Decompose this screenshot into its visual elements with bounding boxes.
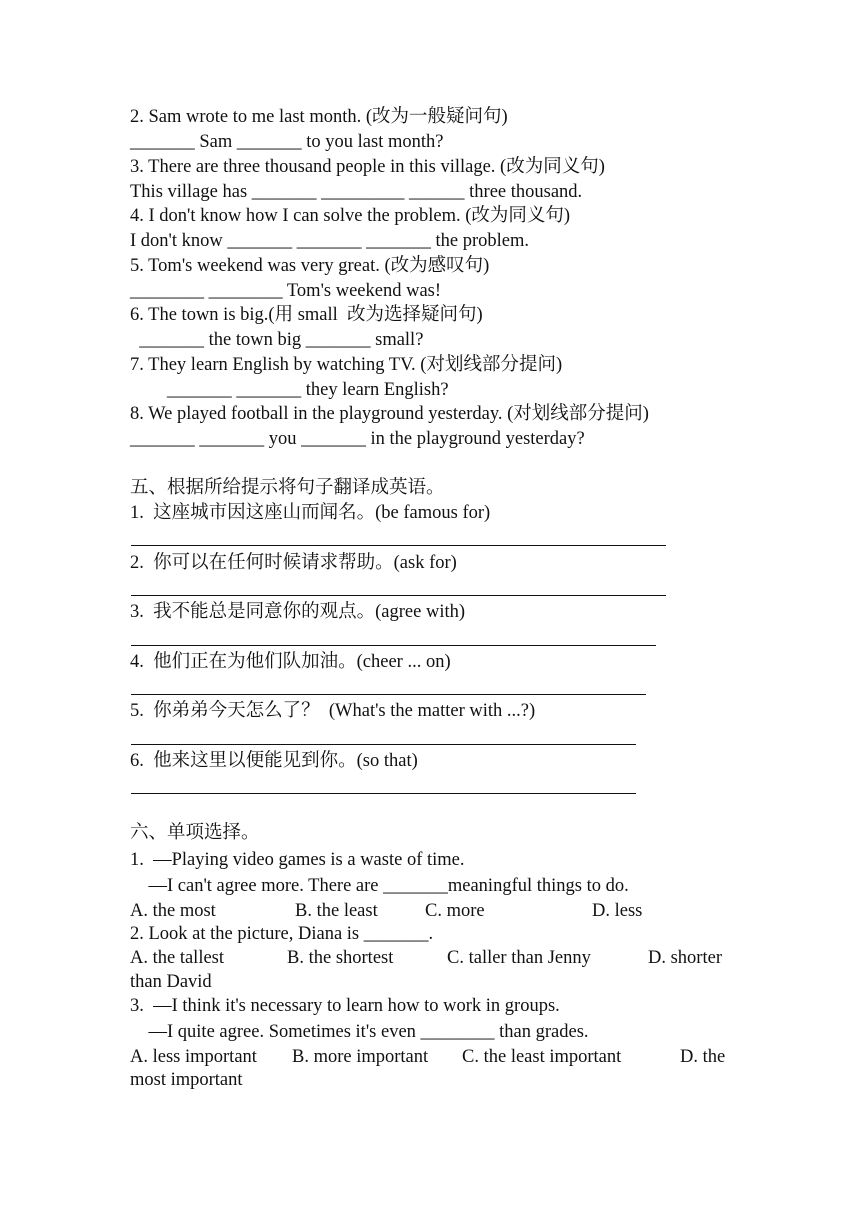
- s5-item-5: 5. 你弟弟今天怎么了？ (What's the matter with ...?): [130, 701, 536, 721]
- s4-answer-5: ________ ________ Tom's weekend was!: [130, 281, 442, 301]
- s6-q1-option-d: D. less: [592, 901, 643, 921]
- s4-answer-7: _______ _______ they learn English?: [130, 380, 449, 400]
- s5-answer-line-2: [131, 595, 666, 596]
- s4-question-2: 2. Sam wrote to me last month. (改为一般疑问句): [130, 107, 508, 127]
- s4-question-8: 8. We played football in the playground yesterday. (对划线部分提问): [130, 404, 649, 424]
- s5-answer-line-6: [131, 793, 636, 794]
- s6-q3-option-d: D. the: [680, 1047, 726, 1067]
- s5-item-6: 6. 他来这里以便能见到你。(so that): [130, 751, 418, 771]
- s6-q1-line1: 1. —Playing video games is a waste of time.: [130, 850, 465, 870]
- s4-question-5: 5. Tom's weekend was very great. (改为感叹句): [130, 256, 490, 276]
- s5-item-2: 2. 你可以在任何时候请求帮助。(ask for): [130, 553, 457, 573]
- s4-answer-3: This village has _______ _________ ______ three thousand.: [130, 182, 583, 202]
- s5-answer-line-3: [131, 645, 656, 646]
- s4-question-4: 4. I don't know how I can solve the problem. (改为同义句): [130, 206, 571, 226]
- s4-answer-4: I don't know _______ _______ _______ the problem.: [130, 231, 529, 251]
- s6-q1-option-b: B. the least: [295, 901, 378, 921]
- s6-q2-option-b: B. the shortest: [287, 948, 394, 968]
- s6-q1-option-c: C. more: [425, 901, 485, 921]
- s6-q3-option-d-wrap: most important: [130, 1070, 243, 1090]
- s4-answer-8: _______ _______ you _______ in the playground yesterday?: [130, 429, 585, 449]
- s6-q2-line1: 2. Look at the picture, Diana is _______.: [130, 924, 434, 944]
- s5-item-3: 3. 我不能总是同意你的观点。(agree with): [130, 602, 466, 622]
- s6-q2-option-a: A. the tallest: [130, 948, 225, 968]
- s5-answer-line-4: [131, 694, 646, 695]
- s5-item-1: 1. 这座城市因这座山而闻名。(be famous for): [130, 503, 491, 523]
- s4-question-7: 7. They learn English by watching TV. (对划线部分提问): [130, 355, 563, 375]
- s5-answer-line-5: [131, 744, 636, 745]
- s4-question-3: 3. There are three thousand people in this village. (改为同义句): [130, 157, 605, 177]
- s5-item-4: 4. 他们正在为他们队加油。(cheer ... on): [130, 652, 451, 672]
- s6-q2-option-d-wrap: than David: [130, 972, 212, 992]
- s6-q1-option-a: A. the most: [130, 901, 216, 921]
- s4-question-6: 6. The town is big.(用 small 改为选择疑问句): [130, 305, 483, 325]
- s6-q3-line2: —I quite agree. Sometimes it's even ________ than grades.: [130, 1022, 589, 1042]
- s6-q3-option-b: B. more important: [292, 1047, 429, 1067]
- s6-q3-option-a: A. less important: [130, 1047, 257, 1067]
- s4-answer-2: _______ Sam _______ to you last month?: [130, 132, 444, 152]
- s6-heading: 六、单项选择。: [130, 823, 260, 843]
- s6-q3-line1: 3. —I think it's necessary to learn how to work in groups.: [130, 996, 560, 1016]
- s5-answer-line-1: [131, 545, 666, 546]
- s5-heading: 五、根据所给提示将句子翻译成英语。: [130, 478, 445, 498]
- s6-q2-option-d: D. shorter: [648, 948, 722, 968]
- s6-q2-option-c: C. taller than Jenny: [447, 948, 591, 968]
- s4-answer-6: _______ the town big _______ small?: [130, 330, 424, 350]
- s6-q3-option-c: C. the least important: [462, 1047, 622, 1067]
- s6-q1-line2: —I can't agree more. There are _______meaningful things to do.: [130, 876, 629, 896]
